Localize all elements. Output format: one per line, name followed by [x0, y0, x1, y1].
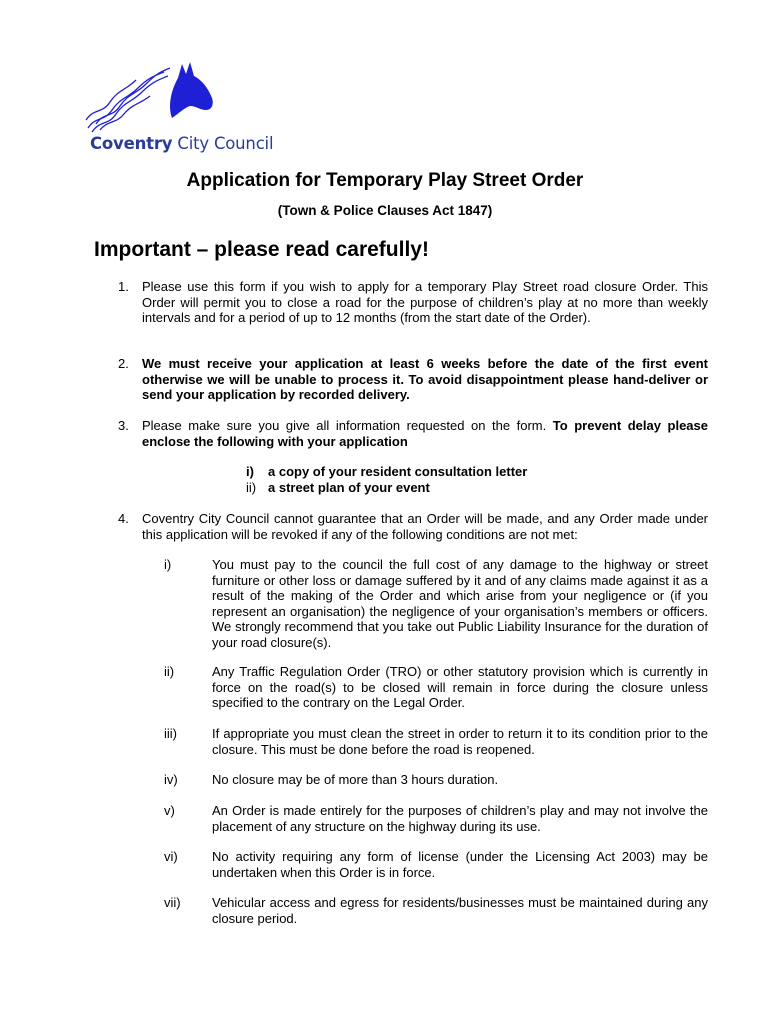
page-title: Application for Temporary Play Street Order: [186, 170, 584, 191]
condition-item: [94, 726, 708, 757]
condition-roman: iii): [164, 726, 177, 741]
condition-item: [94, 772, 708, 788]
condition-roman: vi): [164, 849, 178, 864]
council-logo: [82, 58, 274, 158]
condition-item: [94, 803, 708, 834]
condition-roman: vii): [164, 895, 181, 910]
condition-text: Vehicular access and egress for residents/businesses must be maintained during any closure period.: [212, 895, 708, 926]
list-item-3: [94, 418, 708, 449]
condition-text: If appropriate you must clean the street in order to return it to its condition prior to the closure. This must be done before the road is reopened.: [212, 726, 708, 757]
list-item-1: [94, 279, 708, 326]
council-name: [90, 134, 273, 153]
item-text-plain: Please make sure you give all information requested on the form.: [142, 418, 547, 433]
condition-roman: v): [164, 803, 175, 818]
page-subtitle: (Town & Police Clauses Act 1847): [277, 203, 493, 218]
condition-text: No activity requiring any form of license (under the Licensing Act 2003) may be undertaken when this Order is in force.: [212, 849, 708, 880]
item-number: 2.: [118, 356, 129, 371]
condition-item: [94, 557, 708, 650]
condition-item: [94, 664, 708, 711]
item-text: Coventry City Council cannot guarantee that an Order will be made, and any Order made under this application will be revoked if any of the following conditions are not met:: [142, 511, 708, 542]
council-name-word2: City Council: [177, 134, 274, 153]
condition-roman: iv): [164, 772, 178, 787]
condition-roman: ii): [164, 664, 175, 679]
enclosure-roman: i): [246, 464, 254, 479]
condition-text: An Order is made entirely for the purposes of children’s play and may not involve the placement of any structure on the highway during its use.: [212, 803, 708, 834]
condition-roman: i): [164, 557, 172, 572]
enclosure-text: a street plan of your event: [268, 480, 430, 495]
item-text-bold: To prevent delay please enclose the following with your application: [142, 418, 708, 449]
item-number: 1.: [118, 279, 129, 294]
condition-item: [94, 895, 708, 926]
condition-text: You must pay to the council the full cost of any damage to the highway or street furniture or other loss or damage suffered by it and of any claims made against it as a result of the making of the Order and which arise from your negligence or (if you represent an organisation) the negligence of your organisation’s members or officers. We strongly recommend that you take out Public Liability Insurance for the duration of your road closure(s).: [212, 557, 708, 650]
list-item-4: [94, 511, 708, 542]
enclosure-roman: ii): [246, 480, 257, 495]
important-heading: Important – please read carefully!: [94, 238, 429, 261]
item-text: Please use this form if you wish to apply for a temporary Play Street road closure Order. This Order will permit you to close a road for the purpose of children’s play at no more than weekly intervals and for a period of up to 12 months (from the start date of the Order).: [142, 279, 708, 325]
item-number: 4.: [118, 511, 129, 526]
list-item-2: [94, 356, 708, 403]
enclosure-item: [246, 480, 430, 496]
item-text: [142, 418, 708, 449]
condition-text: No closure may be of more than 3 hours duration.: [212, 772, 499, 787]
council-name-word1: Coventry: [90, 134, 173, 153]
item-number: 3.: [118, 418, 129, 433]
condition-item: [94, 849, 708, 880]
horse-logo-icon: [82, 58, 252, 138]
item-text: We must receive your application at least 6 weeks before the date of the first event otherwise we will be unable to process it. To avoid disappointment please hand-deliver or send your application by recorded delivery.: [142, 356, 708, 402]
condition-text: Any Traffic Regulation Order (TRO) or other statutory provision which is currently in force on the road(s) to be closed will remain in force during the closure unless specified to the contrary on the Legal Order.: [212, 664, 708, 710]
enclosure-item: [246, 464, 527, 480]
enclosure-text: a copy of your resident consultation letter: [268, 464, 528, 479]
